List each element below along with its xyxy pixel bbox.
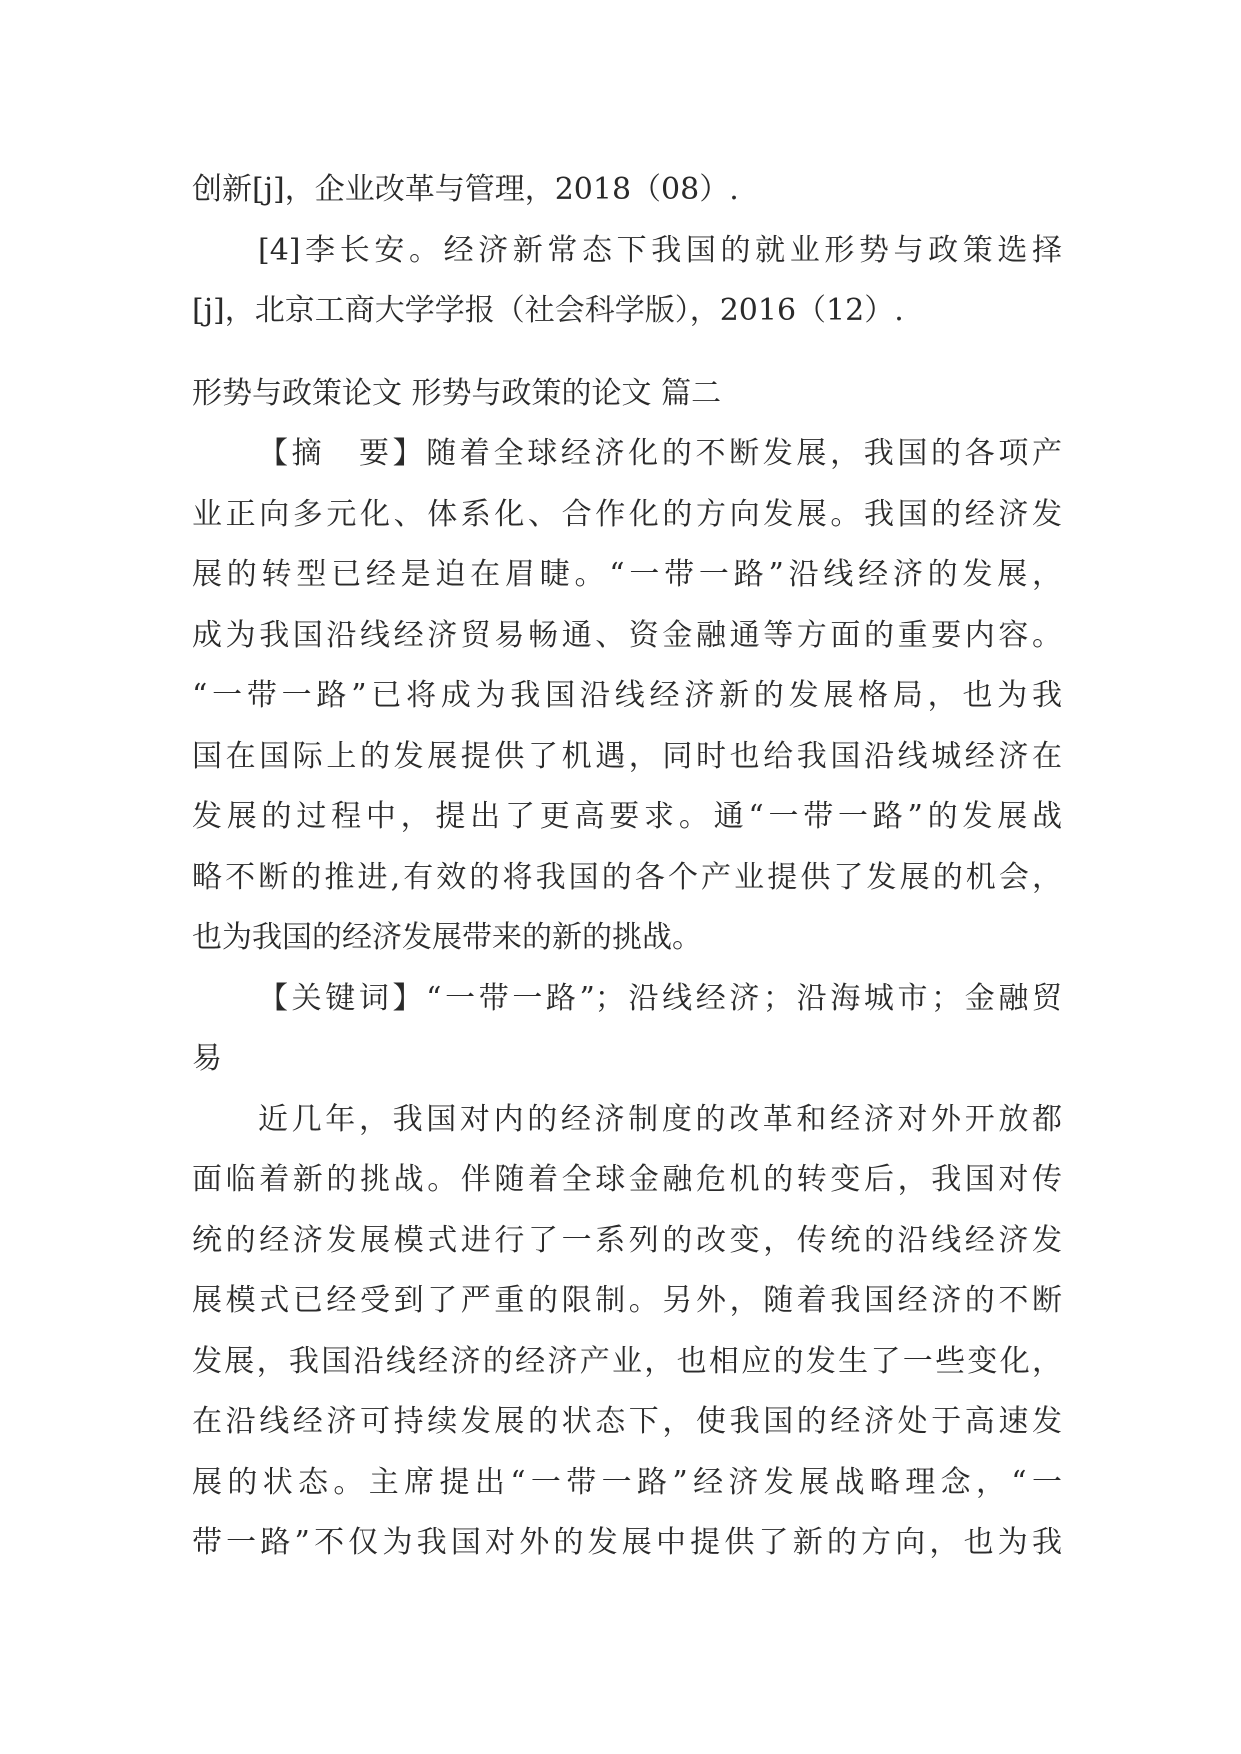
abstract-line-5: “一带一路”已将成为我国沿线经济新的发展格局，也为我 bbox=[192, 678, 1062, 713]
abstract-line-7: 发展的过程中，提出了更高要求。通“一带一路”的发展战 bbox=[192, 799, 1062, 834]
abstract-line-4: 成为我国沿线经济贸易畅通、资金融通等方面的重要内容。 bbox=[192, 617, 1062, 653]
reference-4-line-2: [j]，北京工商大学学报（社会科学版），2016（12）. bbox=[192, 293, 904, 328]
body-paragraph-line-7: 展的状态。主席提出“一带一路”经济发展战略理念，“一 bbox=[192, 1464, 1062, 1500]
body-paragraph-line-8: 带一路”不仅为我国对外的发展中提供了新的方向，也为我 bbox=[192, 1525, 1062, 1560]
section-heading: 形势与政策论文 形势与政策的论文 篇二 bbox=[192, 375, 722, 411]
abstract-line-1: 【摘 要】随着全球经济化的不断发展，我国的各项产 bbox=[258, 436, 1062, 471]
reference-continuation-line: 创新[j]，企业改革与管理，2018（08）. bbox=[192, 172, 739, 207]
body-paragraph-line-1: 近几年，我国对内的经济制度的改革和经济对外开放都 bbox=[258, 1101, 1062, 1137]
abstract-line-8: 略不断的推进,有效的将我国的各个产业提供了发展的机会， bbox=[192, 859, 1062, 895]
reference-4-line-1: [4]李长安。经济新常态下我国的就业形势与政策选择 bbox=[258, 232, 1062, 268]
abstract-line-2: 业正向多元化、体系化、合作化的方向发展。我国的经济发 bbox=[192, 496, 1062, 532]
body-paragraph-line-6: 在沿线经济可持续发展的状态下，使我国的经济处于高速发 bbox=[192, 1404, 1062, 1439]
abstract-line-3: 展的转型已经是迫在眉睫。“一带一路”沿线经济的发展， bbox=[192, 557, 1062, 592]
abstract-line-6: 国在国际上的发展提供了机遇，同时也给我国沿线城经济在 bbox=[192, 738, 1062, 774]
body-paragraph-line-4: 展模式已经受到了严重的限制。另外，随着我国经济的不断 bbox=[192, 1283, 1062, 1318]
body-paragraph-line-2: 面临着新的挑战。伴随着全球金融危机的转变后，我国对传 bbox=[192, 1162, 1062, 1197]
keywords-line-2: 易 bbox=[192, 1041, 222, 1076]
section-gap bbox=[192, 342, 1062, 364]
keywords-line-1: 【关键词】“一带一路”；沿线经济；沿海城市；金融贸 bbox=[258, 980, 1062, 1016]
body-paragraph-line-5: 发展，我国沿线经济的经济产业，也相应的发生了一些变化， bbox=[192, 1343, 1062, 1379]
abstract-line-9: 也为我国的经济发展带来的新的挑战。 bbox=[192, 920, 702, 955]
document-body bbox=[192, 160, 1062, 1574]
body-paragraph-line-3: 统的经济发展模式进行了一系列的改变，传统的沿线经济发 bbox=[192, 1222, 1062, 1258]
